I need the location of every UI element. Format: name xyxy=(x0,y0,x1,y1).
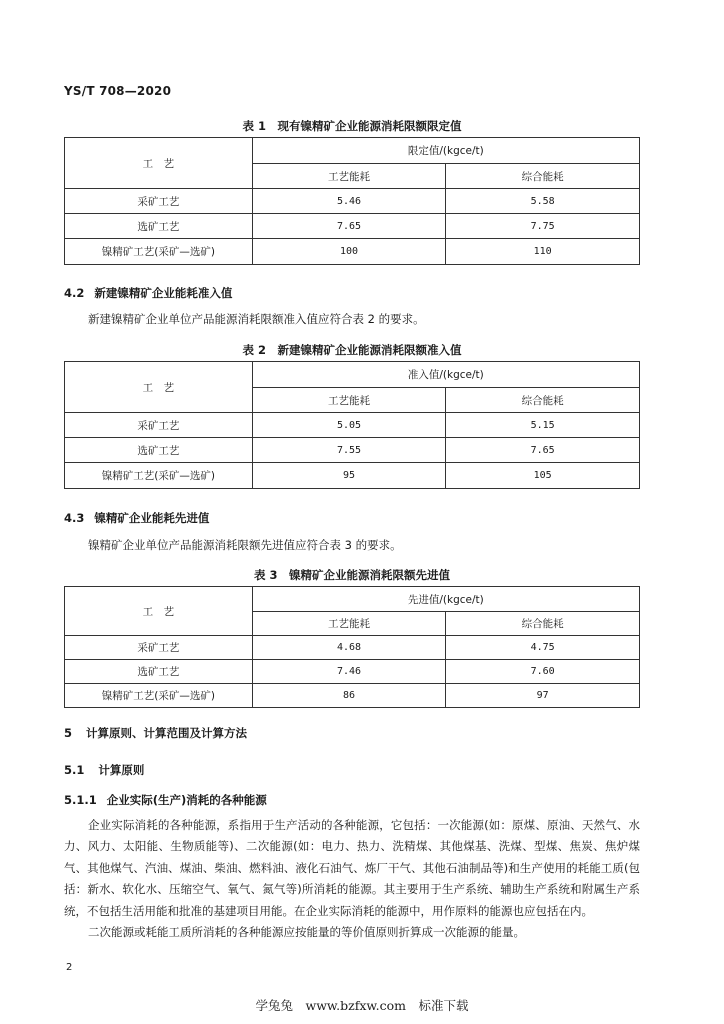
row-name: 采矿工艺 xyxy=(65,189,253,214)
section-title: 计算原则 xyxy=(98,763,145,777)
table-row xyxy=(65,214,640,239)
section-5-1-heading xyxy=(64,762,144,778)
section-4-2-heading xyxy=(64,285,232,301)
standard-number: YS/T 708—2020 xyxy=(64,84,172,98)
section-title: 镍精矿企业能耗先进值 xyxy=(94,511,210,525)
section-number: 4.3 xyxy=(64,511,85,525)
section-title: 计算原则、计算范围及计算方法 xyxy=(86,726,248,740)
table-row xyxy=(65,684,640,708)
total-value: 7.75 xyxy=(446,214,640,239)
process-value: 5.05 xyxy=(252,413,446,438)
section-number: 4.2 xyxy=(64,286,85,300)
limit-group-header: 限定值/(kgce/t) xyxy=(252,138,639,164)
table-2-caption: 表 2 新建镍精矿企业能源消耗限额准入值 xyxy=(242,343,462,357)
row-name: 选矿工艺 xyxy=(65,660,253,684)
section-4-2-body xyxy=(64,309,640,330)
process-value: 7.46 xyxy=(252,660,446,684)
process-energy-header: 工艺能耗 xyxy=(252,612,446,636)
process-value: 86 xyxy=(252,684,446,708)
section-4-3-heading xyxy=(64,510,209,526)
section-title: 新建镍精矿企业能耗准入值 xyxy=(94,286,233,300)
table-2 xyxy=(64,361,640,489)
section-5-1-1-body xyxy=(64,815,640,943)
total-value: 105 xyxy=(446,463,640,489)
process-header: 工 艺 xyxy=(65,362,253,413)
process-value: 100 xyxy=(252,239,446,265)
table-row xyxy=(65,189,640,214)
process-value: 7.55 xyxy=(252,438,446,463)
row-name: 选矿工艺 xyxy=(65,438,253,463)
total-value: 97 xyxy=(446,684,640,708)
row-name: 选矿工艺 xyxy=(65,214,253,239)
table-3 xyxy=(64,586,640,708)
section-number: 5.1 xyxy=(64,763,85,777)
advanced-group-header: 先进值/(kgce/t) xyxy=(252,587,639,612)
paragraph: 二次能源或耗能工质所消耗的各种能源应按能量的等价值原则折算成一次能源的能量。 xyxy=(88,925,525,940)
footer-watermark: 学兔兔 www.bzfxw.com 标准下载 xyxy=(255,998,469,1013)
table-1-caption: 表 1 现有镍精矿企业能源消耗限额限定值 xyxy=(242,119,462,133)
table-row xyxy=(65,660,640,684)
section-number: 5.1.1 xyxy=(64,793,97,807)
total-value: 7.60 xyxy=(446,660,640,684)
process-value: 95 xyxy=(252,463,446,489)
row-name: 镍精矿工艺(采矿—选矿) xyxy=(65,684,253,708)
table-row xyxy=(65,413,640,438)
table-1 xyxy=(64,137,640,265)
section-5-heading xyxy=(64,725,247,741)
row-name: 采矿工艺 xyxy=(65,413,253,438)
table-row xyxy=(65,438,640,463)
process-header: 工 艺 xyxy=(65,587,253,636)
entry-group-header: 准入值/(kgce/t) xyxy=(252,362,639,388)
section-title: 企业实际(生产)消耗的各种能源 xyxy=(106,793,267,807)
process-header: 工 艺 xyxy=(65,138,253,189)
process-value: 5.46 xyxy=(252,189,446,214)
table-3-caption: 表 3 镍精矿企业能源消耗限额先进值 xyxy=(253,568,450,582)
table-row xyxy=(65,636,640,660)
total-energy-header: 综合能耗 xyxy=(446,164,640,189)
process-value: 7.65 xyxy=(252,214,446,239)
total-value: 110 xyxy=(446,239,640,265)
process-value: 4.68 xyxy=(252,636,446,660)
section-number: 5 xyxy=(64,726,73,740)
process-energy-header: 工艺能耗 xyxy=(252,388,446,413)
section-4-3-body xyxy=(64,535,640,556)
page-number: 2 xyxy=(66,962,73,973)
total-value: 5.58 xyxy=(446,189,640,214)
total-energy-header: 综合能耗 xyxy=(446,612,640,636)
total-energy-header: 综合能耗 xyxy=(446,388,640,413)
row-name: 镍精矿工艺(采矿—选矿) xyxy=(65,463,253,489)
row-name: 镍精矿工艺(采矿—选矿) xyxy=(65,239,253,265)
total-value: 5.15 xyxy=(446,413,640,438)
table-row xyxy=(65,239,640,265)
total-value: 7.65 xyxy=(446,438,640,463)
process-energy-header: 工艺能耗 xyxy=(252,164,446,189)
total-value: 4.75 xyxy=(446,636,640,660)
paragraph: 企业实际消耗的各种能源，系指用于生产活动的各种能源，它包括：一次能源(如：原煤、原油、天然气、水力、风力、太阳能、生物质能等)、二次能源(如：电力、热力、洗精煤、其他煤基、洗煤、型煤、焦炭、焦炉煤气、其他煤气、汽油、煤油、柴油、燃料油、液化石油气、炼厂干气、其他石油制品等)和生产使用的耗能工质(包括：新水、软化水、压缩空气、氧气、氮气等)所消耗的能源。其主要用于生产系统、辅助生产系统和附属生产系统，不包括生活用能和批准的基建项目用能。在企业实际消耗的能源中，用作原料的能源也应包括在内。 xyxy=(64,818,640,918)
paragraph: 镍精矿企业单位产品能源消耗限额先进值应符合表 3 的要求。 xyxy=(88,538,402,552)
row-name: 采矿工艺 xyxy=(65,636,253,660)
paragraph: 新建镍精矿企业单位产品能源消耗限额准入值应符合表 2 的要求。 xyxy=(88,312,425,326)
table-row xyxy=(65,463,640,489)
section-5-1-1-heading xyxy=(64,792,267,808)
